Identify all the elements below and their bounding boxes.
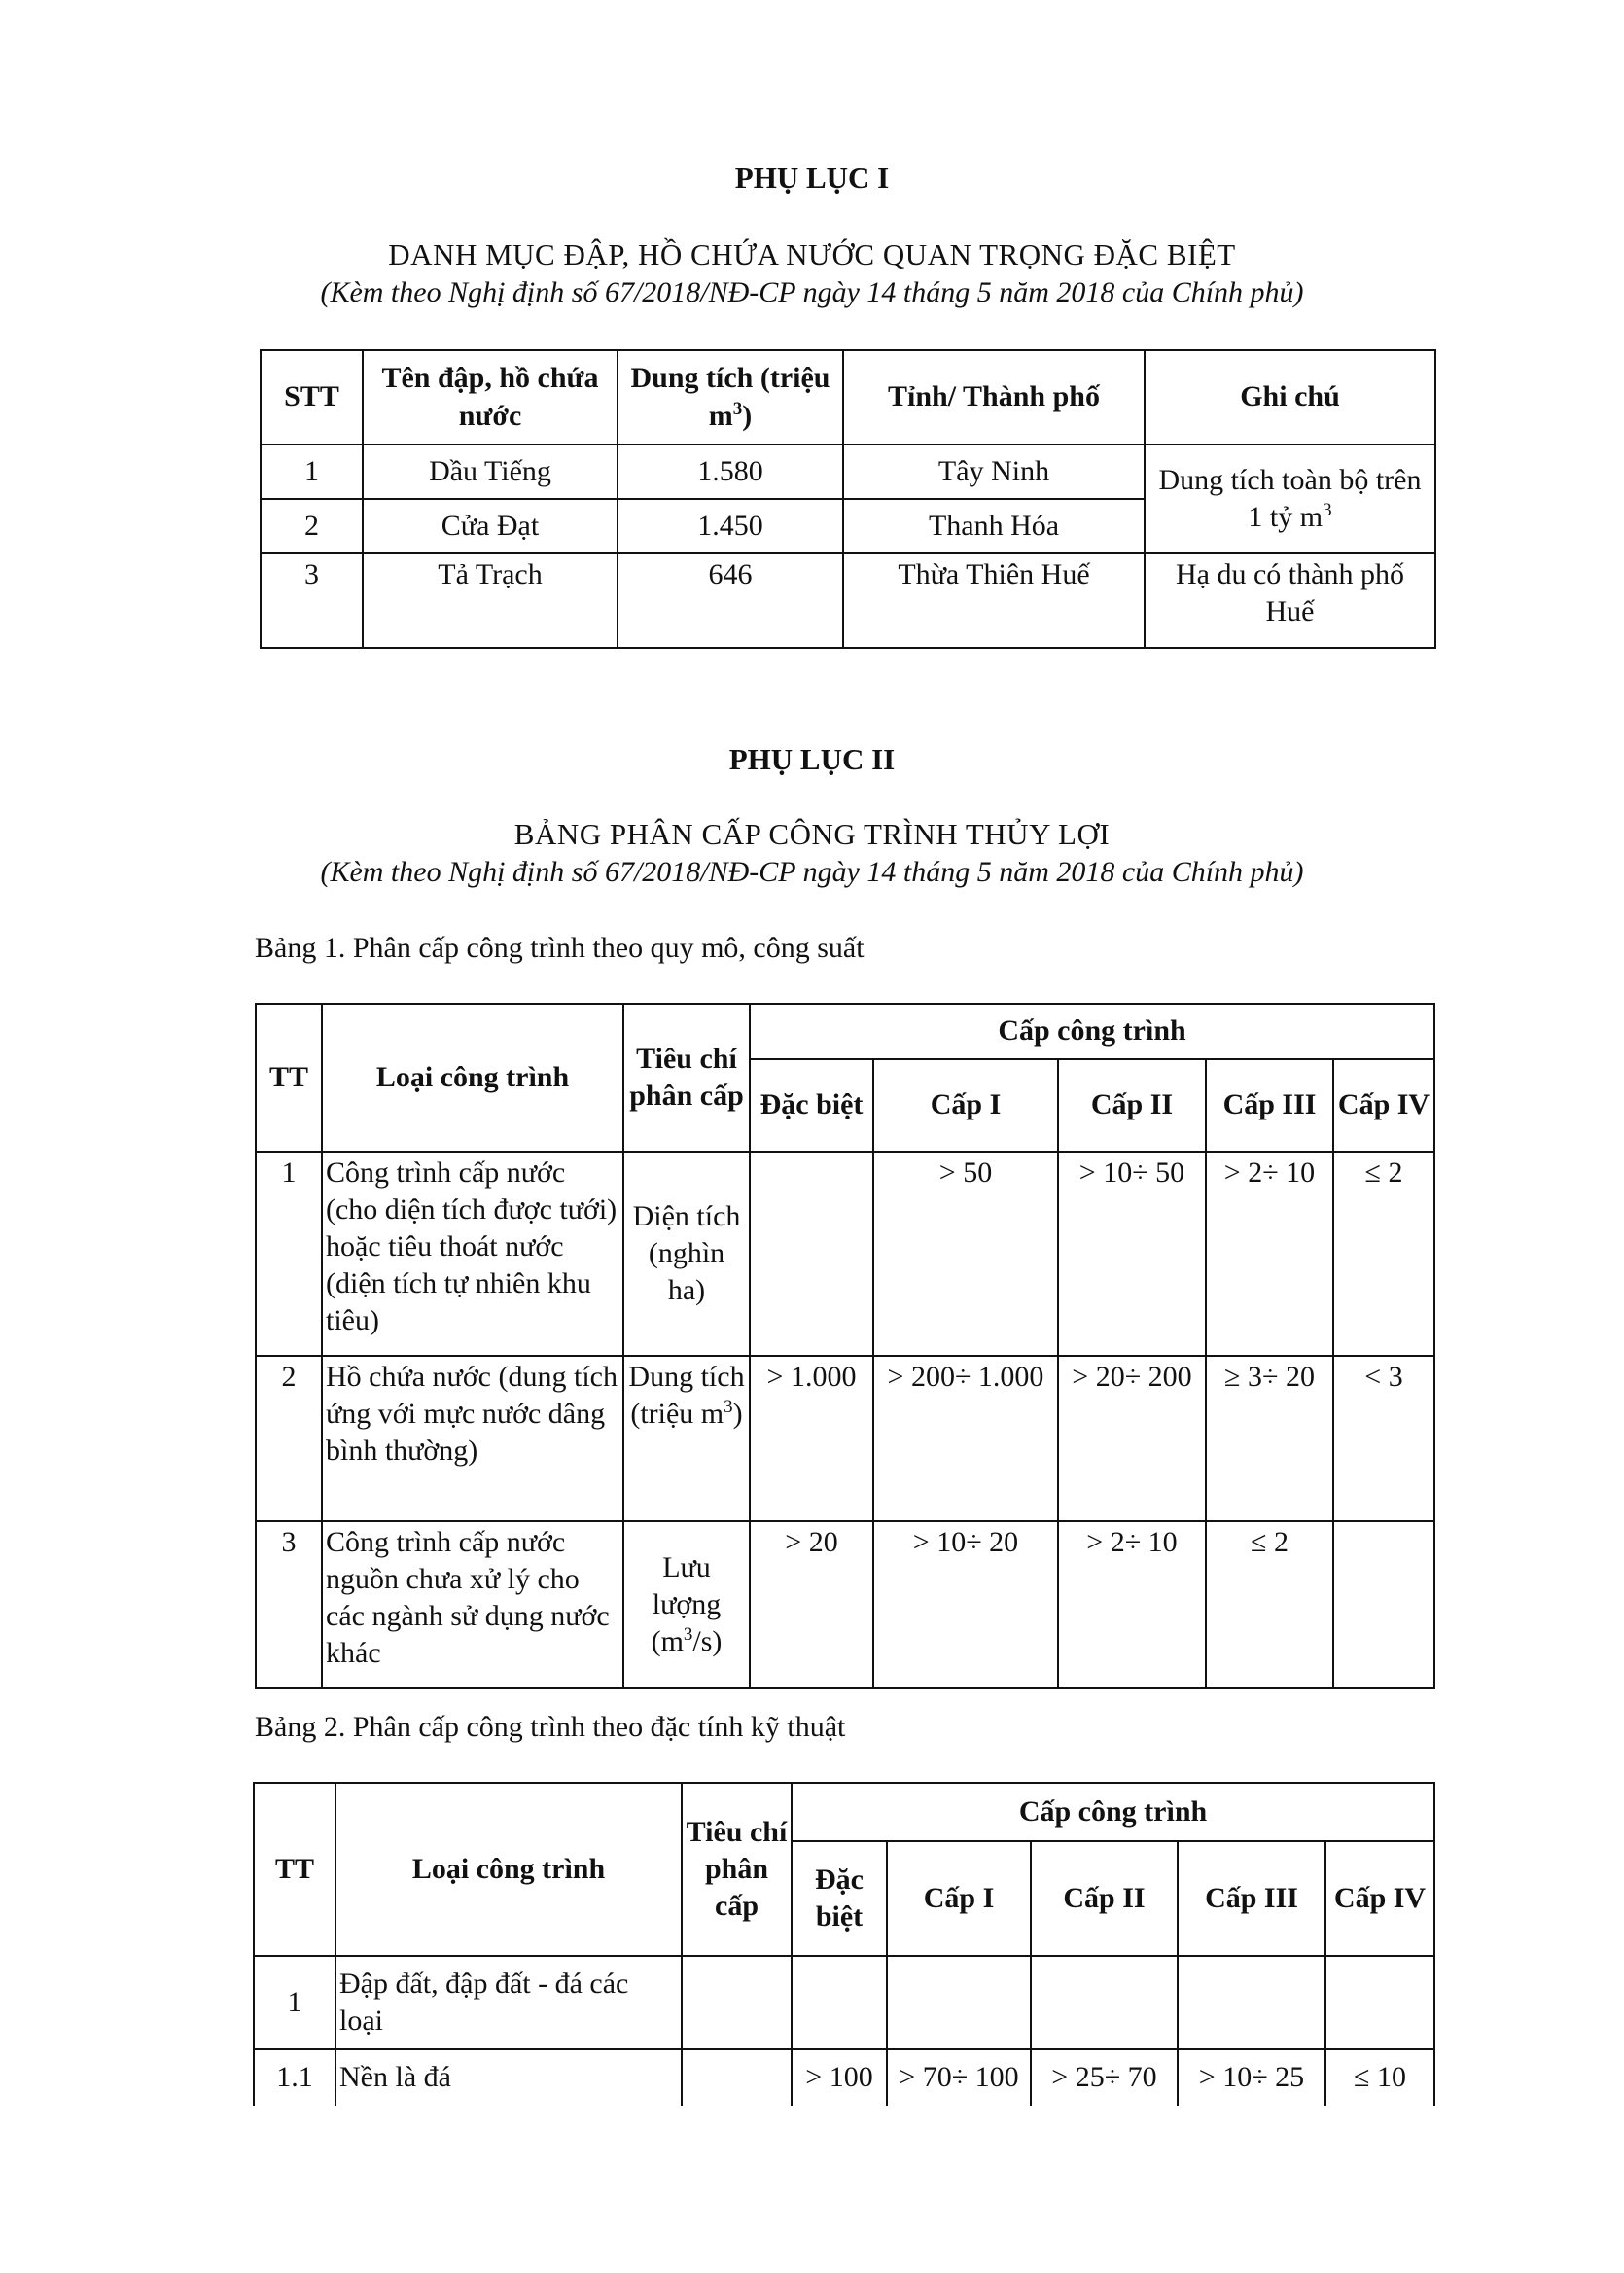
cell-special: > 100 [792, 2049, 887, 2106]
cell-c2: > 25÷ 70 [1031, 2049, 1178, 2106]
col-header-c2: Cấp II [1058, 1059, 1206, 1152]
cell-name: Tả Trạch [363, 553, 618, 648]
col-header-capacity: Dung tích (triệu $m^3$) [618, 350, 843, 444]
cell-note: Hạ du có thành phố Huế [1145, 553, 1435, 648]
cell-c3: ≤ 2 [1206, 1521, 1333, 1688]
cell-tt: 1 [256, 1152, 322, 1356]
col-header-c2: Cấp II [1031, 1841, 1178, 1956]
cell-province: Thanh Hóa [843, 499, 1145, 553]
cell-c3: > 2÷ 10 [1206, 1152, 1333, 1356]
col-header-special: Đặc biệt [750, 1059, 873, 1152]
cell-tt: 2 [256, 1356, 322, 1521]
col-header-c3: Cấp III [1206, 1059, 1333, 1152]
table-header-row [256, 1004, 1434, 1059]
cell-c4 [1333, 1521, 1434, 1688]
cell-c2: > 10÷ 50 [1058, 1152, 1206, 1356]
scale-classification-table [255, 1003, 1435, 1689]
appendix1-title: DANH MỤC ĐẬP, HỒ CHỨA NƯỚC QUAN TRỌNG ĐẶC BIỆT [388, 237, 1236, 271]
cell-type: Công trình cấp nước (cho diện tích được tưới) hoặc tiêu thoát nước (diện tích tự nhiên khu tiêu) [322, 1152, 623, 1356]
appendix2-heading: PHỤ LỤC II [728, 742, 896, 776]
col-header-c4: Cấp IV [1333, 1059, 1434, 1152]
col-header-type: Loại công trình [322, 1004, 623, 1152]
cell-c2 [1031, 1956, 1178, 2049]
cell-note-merged: Dung tích toàn bộ trên 1 tỷ $m^3$ [1145, 444, 1435, 553]
col-header-stt: STT [261, 350, 363, 444]
cell-c1 [887, 1956, 1031, 2049]
cell-name: Dầu Tiếng [363, 444, 618, 499]
cell-tt: 1 [254, 1956, 335, 2049]
cell-special: > 20 [750, 1521, 873, 1688]
cell-c3 [1178, 1956, 1325, 2049]
col-header-tt: TT [256, 1004, 322, 1152]
col-header-province: Tỉnh/ Thành phố [843, 350, 1145, 444]
cell-c1: > 200÷ 1.000 [873, 1356, 1058, 1521]
cell-capacity: 1.580 [618, 444, 843, 499]
cell-stt: 3 [261, 553, 363, 648]
cell-stt: 2 [261, 499, 363, 553]
col-header-tt: TT [254, 1783, 335, 1956]
cell-criteria: Diện tích (nghìn ha) [623, 1152, 750, 1356]
cell-name: Cửa Đạt [363, 499, 618, 553]
col-header-special: Đặc biệt [792, 1841, 887, 1956]
cell-criteria [682, 1956, 792, 2049]
cell-c1: > 10÷ 20 [873, 1521, 1058, 1688]
table-header-row [261, 350, 1435, 444]
table2-caption: Bảng 2. Phân cấp công trình theo đặc tính kỹ thuật [255, 1711, 846, 1743]
col-header-c4: Cấp IV [1325, 1841, 1434, 1956]
technical-classification-table [253, 1782, 1435, 2106]
cell-c2: > 2÷ 10 [1058, 1521, 1206, 1688]
cell-type: Nền là đá [335, 2049, 682, 2106]
col-header-criteria: Tiêu chí phân cấp [623, 1004, 750, 1152]
appendix2-title: BẢNG PHÂN CẤP CÔNG TRÌNH THỦY LỢI [513, 817, 1111, 851]
table-header-row [254, 1783, 1434, 1841]
cell-c4: ≤ 10 [1325, 2049, 1434, 2106]
cell-c1: > 70÷ 100 [887, 2049, 1031, 2106]
col-header-criteria: Tiêu chí phân cấp [682, 1783, 792, 1956]
cell-capacity: 646 [618, 553, 843, 648]
col-header-note: Ghi chú [1145, 350, 1435, 444]
col-header-type: Loại công trình [335, 1783, 682, 1956]
cell-province: Tây Ninh [843, 444, 1145, 499]
col-header-c3: Cấp III [1178, 1841, 1325, 1956]
cell-criteria: Lưu lượng $(m^3/s)$ [623, 1521, 750, 1688]
cell-c3: ≥ 3÷ 20 [1206, 1356, 1333, 1521]
cell-stt: 1 [261, 444, 363, 499]
table1-caption: Bảng 1. Phân cấp công trình theo quy mô, công suất [255, 932, 865, 964]
col-header-level-group: Cấp công trình [792, 1783, 1434, 1841]
table-row [254, 2049, 1434, 2106]
cell-c4 [1325, 1956, 1434, 2049]
appendix1-subtitle: (Kèm theo Nghị định số 67/2018/NĐ-CP ngày 14 tháng 5 năm 2018 của Chính phủ) [320, 276, 1304, 308]
table-row [261, 444, 1435, 499]
cell-tt: 3 [256, 1521, 322, 1688]
cell-capacity: 1.450 [618, 499, 843, 553]
cell-special: > 1.000 [750, 1356, 873, 1521]
cell-c1: > 50 [873, 1152, 1058, 1356]
appendix1-heading: PHỤ LỤC I [734, 160, 890, 195]
cell-c4: < 3 [1333, 1356, 1434, 1521]
cell-c3: > 10÷ 25 [1178, 2049, 1325, 2106]
table-row [254, 1956, 1434, 2049]
cell-special [792, 1956, 887, 2049]
cell-type: Công trình cấp nước nguồn chưa xử lý cho các ngành sử dụng nước khác [322, 1521, 623, 1688]
cell-province: Thừa Thiên Huế [843, 553, 1145, 648]
cell-criteria [682, 2049, 792, 2106]
col-header-name: Tên đập, hồ chứa nước [363, 350, 618, 444]
col-header-c1: Cấp I [887, 1841, 1031, 1956]
cell-type: Hồ chứa nước (dung tích ứng với mực nước dâng bình thường) [322, 1356, 623, 1521]
col-header-level-group: Cấp công trình [750, 1004, 1434, 1059]
cell-criteria: Dung tích (triệu $m^3$) [623, 1356, 750, 1521]
table-row [256, 1356, 1434, 1521]
dam-list-table [260, 349, 1436, 649]
cell-c2: > 20÷ 200 [1058, 1356, 1206, 1521]
cell-tt: 1.1 [254, 2049, 335, 2106]
col-header-c1: Cấp I [873, 1059, 1058, 1152]
table-row [256, 1152, 1434, 1356]
cell-c4: ≤ 2 [1333, 1152, 1434, 1356]
appendix2-subtitle: (Kèm theo Nghị định số 67/2018/NĐ-CP ngày 14 tháng 5 năm 2018 của Chính phủ) [320, 856, 1304, 888]
cell-special [750, 1152, 873, 1356]
table-row [261, 553, 1435, 648]
table-row [256, 1521, 1434, 1688]
cell-type: Đập đất, đập đất - đá các loại [335, 1956, 682, 2049]
